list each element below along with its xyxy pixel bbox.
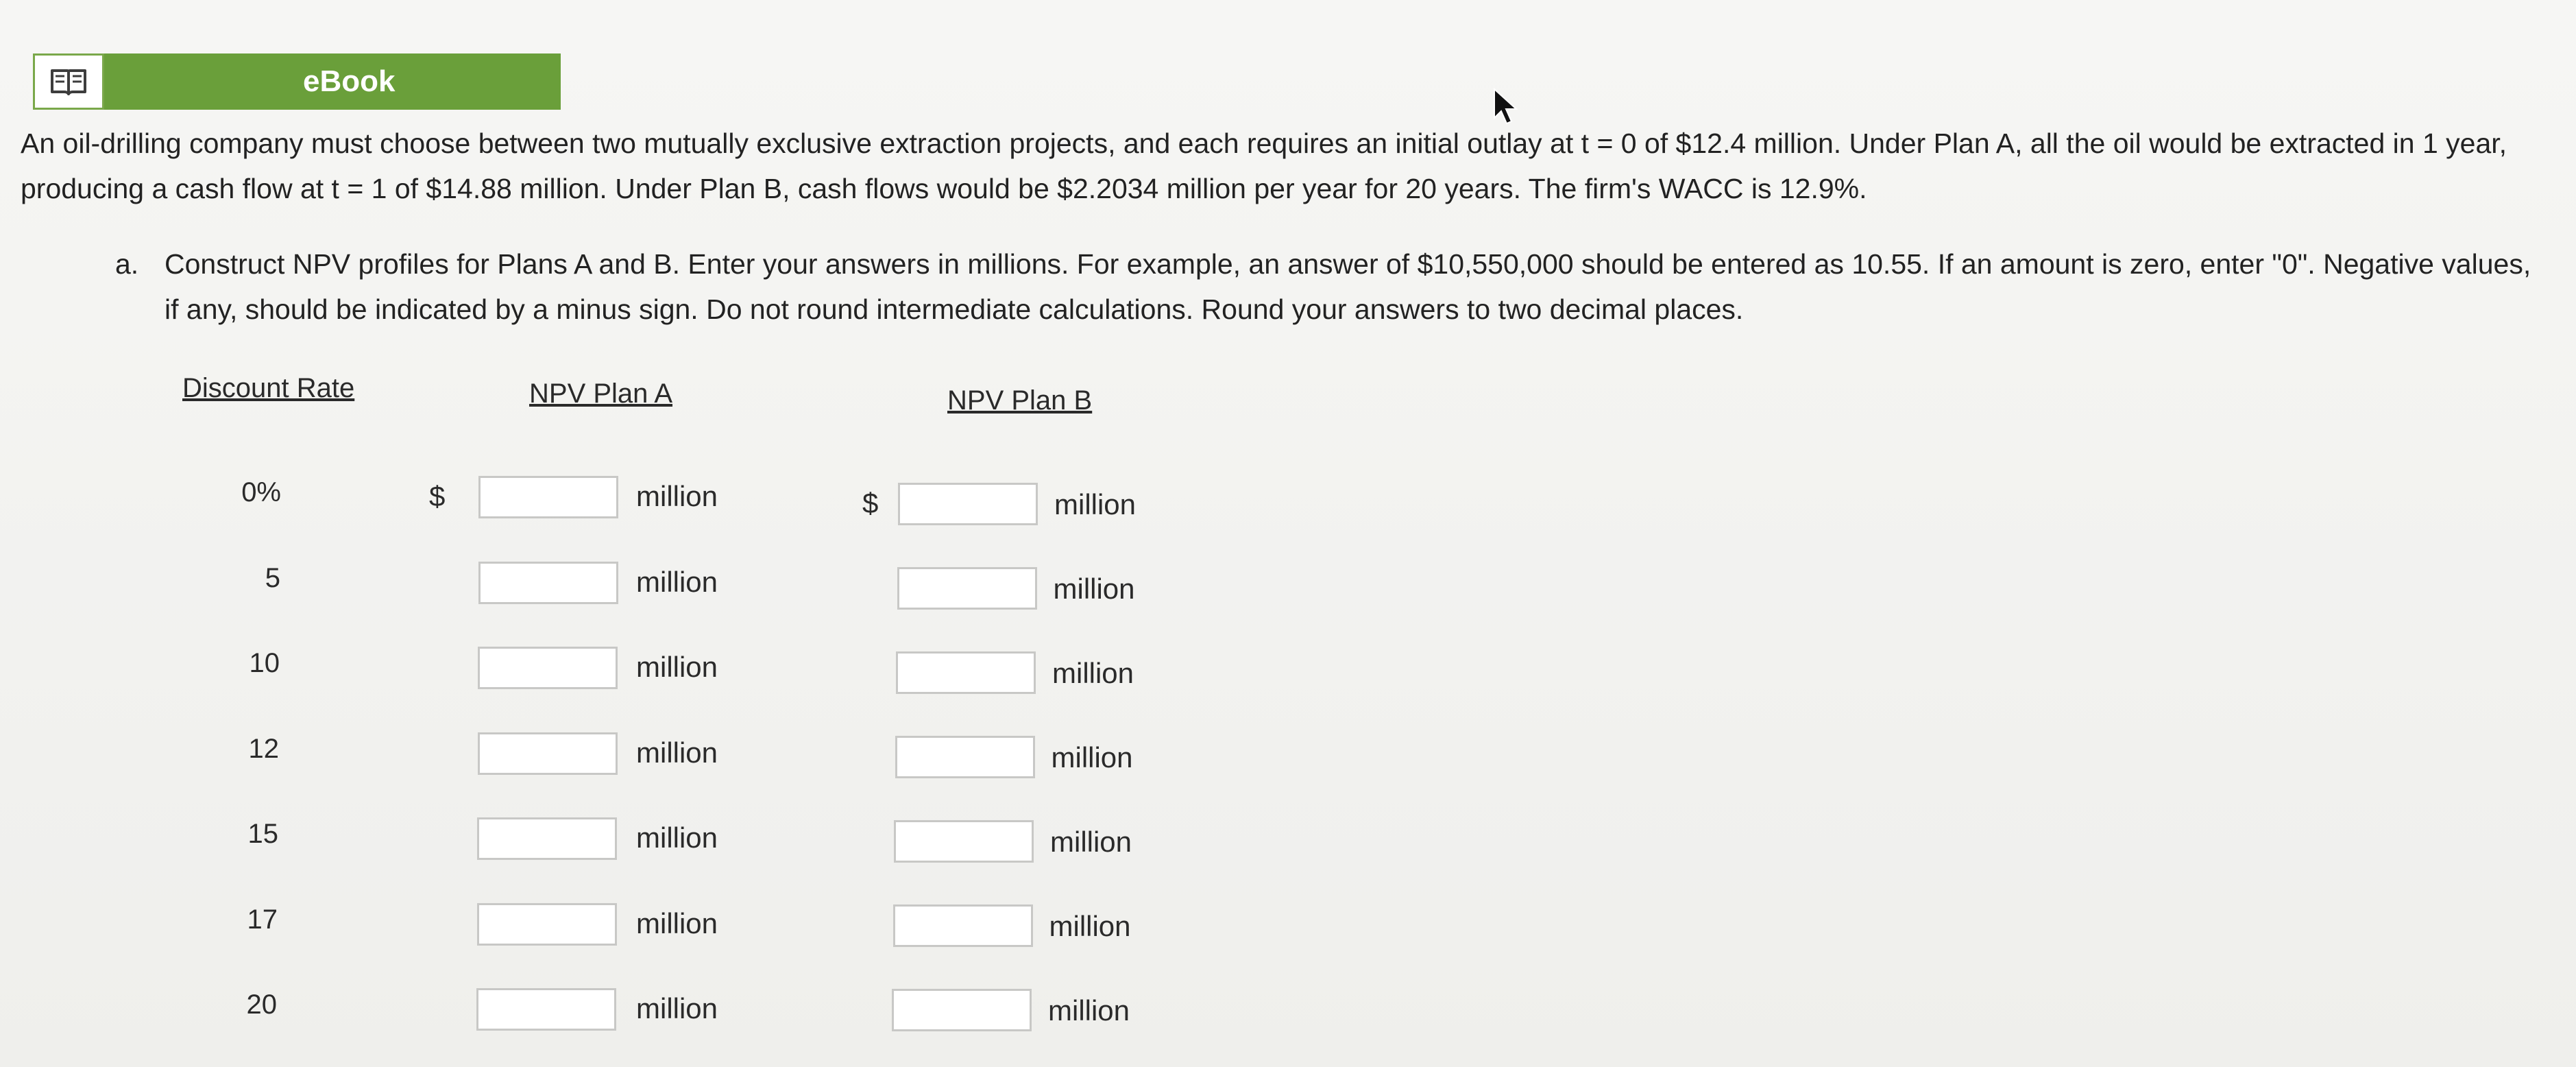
npv-plan-a-input[interactable] [478, 732, 618, 775]
ebook-button[interactable] [33, 53, 561, 110]
plan-b-unit-label: million [1054, 488, 1137, 520]
plan-b-unit-label: million [1048, 994, 1130, 1027]
plan-b-unit-label: million [1050, 826, 1132, 858]
npv-plan-b-input[interactable] [894, 820, 1034, 863]
discount-rate-value: 10 [249, 648, 280, 678]
ebook-icon-box [33, 53, 104, 110]
plan-b-unit-label: million [1053, 573, 1135, 605]
plan-b-unit-label: million [1051, 741, 1133, 774]
npv-plan-b-input[interactable] [898, 483, 1038, 525]
problem-statement: An oil-drilling company must choose between two mutually exclusive extraction projects, and each requires an initial outlay at t = 0 of $12.4 million. Under Plan A, all the oil would be extracted in 1 year, producing a cash flow at t = 1 of $14.88 million. Under Plan B, cash flows would be $2.2034 million per year for 20 years. The firm's WACC is 12.9%. [21, 128, 2507, 204]
part-a-marker: a. [115, 248, 139, 280]
book-icon [49, 67, 88, 97]
npv-plan-a-input[interactable] [478, 647, 618, 689]
plan-a-unit-label: million [636, 480, 718, 512]
ebook-label: eBook [104, 53, 561, 110]
npv-plan-b-input[interactable] [895, 736, 1035, 778]
npv-plan-b-input[interactable] [896, 651, 1036, 694]
discount-rate-value: 12 [248, 733, 279, 764]
npv-plan-a-input[interactable] [476, 988, 616, 1031]
plan-a-unit-label: million [636, 651, 718, 683]
plan-b-unit-label: million [1049, 910, 1131, 942]
plan-a-unit-label: million [636, 992, 718, 1024]
plan-b-currency-symbol: $ [862, 487, 879, 519]
npv-plan-a-input[interactable] [477, 817, 617, 860]
plan-a-currency-symbol: $ [429, 480, 446, 512]
header-discount-rate: Discount Rate [182, 373, 355, 403]
npv-plan-a-input[interactable] [478, 562, 618, 604]
part-a-text: Construct NPV profiles for Plans A and B. Enter your answers in millions. For example, an answer of $10,550,000 should be entered as 10.55. If an amount is zero, enter "0". Negative values, if any, should be indicated by a minus sign. Do not round intermediate calculations. Round your answers to two decimal places. [165, 248, 2531, 325]
npv-plan-b-input[interactable] [897, 567, 1037, 610]
part-a-instructions [115, 241, 2542, 332]
npv-plan-b-input[interactable] [893, 904, 1033, 947]
header-npv-plan-b: NPV Plan B [947, 385, 1093, 416]
plan-b-unit-label: million [1052, 657, 1134, 689]
plan-a-unit-label: million [636, 565, 718, 598]
npv-plan-a-input[interactable] [478, 476, 618, 518]
npv-plan-b-input[interactable] [892, 989, 1032, 1031]
discount-rate-value: 0% [241, 477, 281, 507]
npv-plan-a-input[interactable] [477, 903, 617, 946]
plan-a-unit-label: million [636, 822, 718, 854]
plan-a-unit-label: million [636, 907, 718, 939]
discount-rate-value: 15 [247, 819, 278, 849]
plan-a-unit-label: million [636, 736, 718, 769]
header-npv-plan-a: NPV Plan A [529, 379, 673, 409]
discount-rate-value: 17 [247, 904, 278, 935]
discount-rate-value: 20 [246, 990, 277, 1020]
discount-rate-value: 5 [265, 562, 280, 593]
